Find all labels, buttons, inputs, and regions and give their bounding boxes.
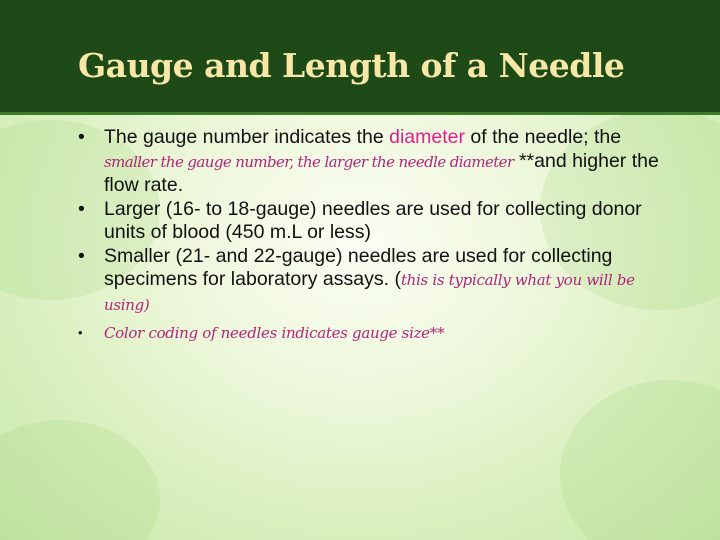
handwritten-note: smaller the gauge number, the larger the needle diameter: [104, 152, 514, 171]
bullet-marker: •: [78, 244, 85, 267]
bullet-marker: •: [78, 325, 83, 340]
bullet-text: Larger (16- to 18-gauge) needles are used for collecting donor units of blood (450 m.L or less): [104, 197, 642, 243]
bullet-text: of the needle; the: [464, 126, 622, 148]
bullet-text: Smaller (21- and 22-gauge) needles are used for collecting specimens for laboratory assays. (: [104, 244, 613, 290]
bullet-item-gauge-diameter: [74, 126, 674, 198]
bullet-item-smaller-needles: [74, 245, 674, 318]
bullet-list: [74, 126, 674, 346]
bullet-text: The gauge number indicates the: [104, 126, 390, 148]
highlighted-word: diameter: [389, 126, 465, 148]
handwritten-note: Color coding of needles indicates gauge size**: [104, 324, 445, 342]
bullet-marker: •: [78, 197, 85, 220]
bullet-text: **and higher the flow rate.: [104, 149, 659, 196]
title-bar: [0, 0, 720, 115]
bullet-marker: •: [78, 126, 85, 148]
background-cell-decoration: [0, 420, 160, 540]
bullet-item-color-coding: [74, 321, 674, 346]
slide-title: Gauge and Length of a Needle: [78, 46, 625, 85]
handwritten-note: this is typically what you will be using): [104, 271, 635, 314]
background-cell-decoration: [560, 380, 720, 540]
bullet-item-larger-needles: [74, 198, 674, 245]
